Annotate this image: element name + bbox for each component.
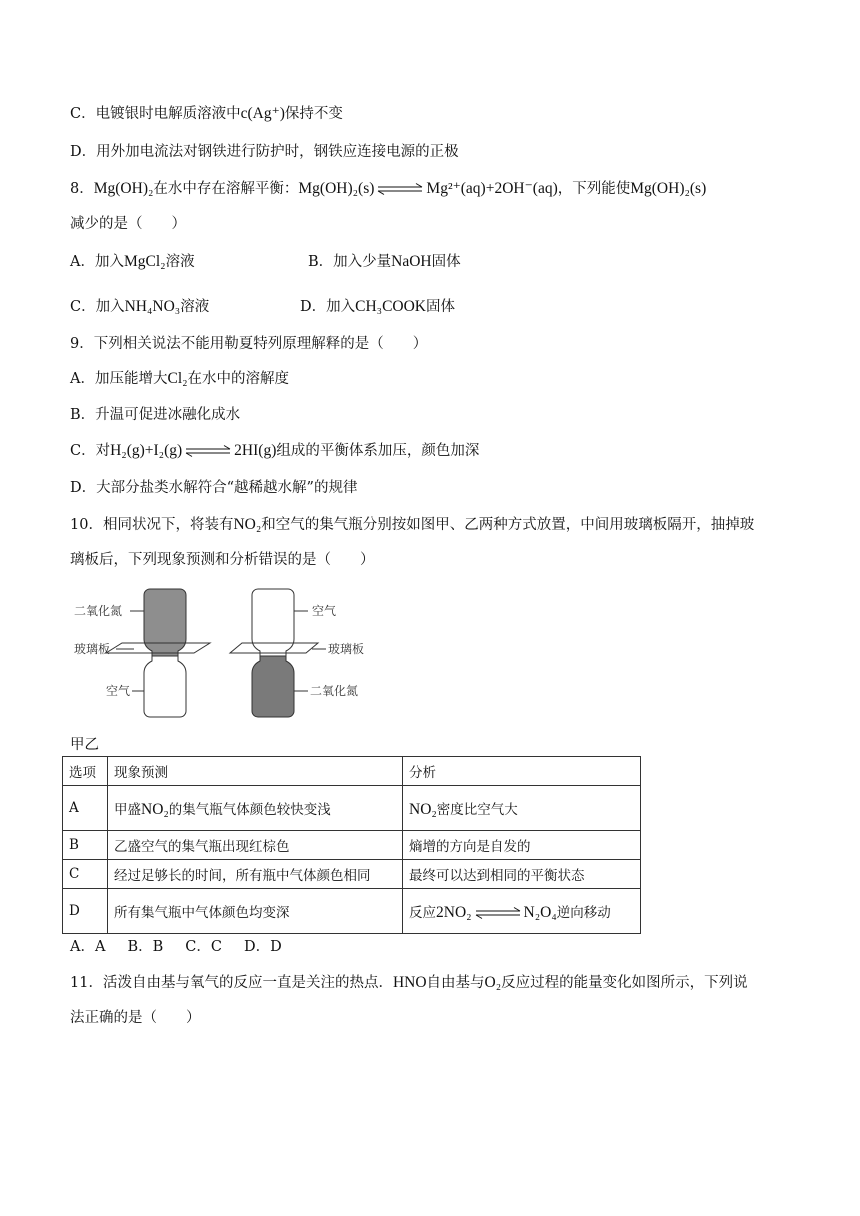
table-row (63, 786, 641, 831)
q7-option-c-text: C．电镀银时电解质溶液中 (70, 106, 241, 122)
q10-answer-options (70, 936, 304, 958)
table-header (63, 757, 641, 786)
equilibrium-arrow-icon (376, 183, 424, 195)
label-air-right: 空气 (312, 604, 337, 618)
equilibrium-arrow-icon (474, 907, 522, 919)
ana-d-post: 逆向移动 (556, 904, 611, 921)
q10-answer-d: D．D (243, 939, 282, 955)
q7-silver-ion-conc: c(Ag⁺) (240, 105, 285, 122)
q9-option-a-tail: 在水中的溶解度 (187, 371, 290, 387)
q8-mgoh2: Mg(OH)₂ (93, 180, 154, 197)
q8-mgoh2-solid: Mg(OH)₂(s) (298, 180, 375, 197)
row-prediction: 经过足够长的时间，所有瓶中气体颜色相同 (108, 860, 403, 889)
label-no2-right: 二氧化氮 (310, 684, 359, 698)
figure-caption: 甲乙 (70, 737, 99, 753)
air-bottle-bottom (144, 656, 186, 717)
q11-o2: O₂ (484, 974, 502, 991)
q8-ch3cook: CH₃COOK (355, 298, 426, 315)
q9-h2-i2: H₂(g)+I₂(g) (110, 442, 183, 459)
q8-option-d (300, 296, 455, 318)
q8-options-cd (70, 296, 455, 318)
ana-d-pre: 反应 (409, 904, 436, 921)
pred-a-post: 的集气瓶气体颜色较快变浅 (168, 801, 331, 818)
row-option: A (63, 786, 108, 831)
q8-option-c: C．加入 (70, 299, 125, 315)
header-option: 选项 (63, 757, 108, 786)
air-bottle-top (252, 589, 294, 656)
ana-d-2no2: 2NO₂ (436, 903, 472, 921)
q8-option-c-tail: 溶液 (180, 299, 210, 315)
pred-a-no2: NO₂ (141, 800, 169, 818)
row-analysis (403, 786, 641, 831)
ana-d-n2o4: N₂O₄ (523, 903, 557, 921)
q8-stem-line1 (70, 178, 706, 200)
label-glass-left: 玻璃板 (74, 642, 111, 656)
q10-table (62, 756, 641, 934)
row-option: B (63, 831, 108, 860)
equilibrium-arrow-icon (184, 445, 232, 457)
row-analysis: 熵增的方向是自发的 (403, 831, 641, 860)
q8-naoh: NaOH (391, 253, 432, 270)
row-prediction (108, 786, 403, 831)
q10-stem-post: 和空气的集气瓶分别按如图甲、乙两种方式放置，中间用玻璃板隔开，抽掉玻 (261, 517, 755, 533)
q9-option-c-text: C．对 (70, 443, 111, 459)
row-prediction: 所有集气瓶中气体颜色均变深 (108, 889, 403, 934)
header-analysis: 分析 (403, 757, 641, 786)
row-option: D (63, 889, 108, 934)
q8-stem-line2: 减少的是（ ） (70, 216, 186, 232)
row-prediction: 乙盛空气的集气瓶出现红棕色 (108, 831, 403, 860)
q9-option-a (70, 368, 289, 390)
q11-stem-line2: 法正确的是（ ） (70, 1010, 201, 1026)
q8-option-a: A．加入 (70, 254, 124, 270)
gas-bottle-figure (70, 585, 390, 730)
q8-option-b-tail: 固体 (431, 254, 461, 270)
q11-stem-pre: 11．活泼自由基与氧气的反应一直是关注的热点． (70, 975, 393, 991)
no2-bottle-bottom (252, 656, 294, 717)
ana-a-post: 密度比空气大 (436, 801, 518, 818)
q8-stem-mid: 在水中存在溶解平衡： (153, 181, 299, 197)
q10-stem-line2: 璃板后，下列现象预测和分析错误的是（ ） (70, 552, 375, 568)
setup-yi (230, 589, 364, 717)
q9-option-c-tail: 组成的平衡体系加压，颜色加深 (276, 443, 480, 459)
q10-stem-line1 (70, 514, 754, 536)
q10-stem-pre: 10．相同状况下，将装有 (70, 517, 234, 533)
q8-ions: Mg²⁺(aq)+2OH⁻(aq) (426, 180, 558, 197)
q9-cl2: Cl₂ (167, 370, 188, 387)
q10-answer-a: A．A (70, 939, 106, 955)
q9-option-b: B．升温可促进冰融化成水 (70, 407, 241, 423)
q8-option-d-tail: 固体 (426, 299, 455, 315)
q8-stem-end: ，下列能使 (557, 181, 631, 197)
q11-stem-post: 反应过程的能量变化如图所示，下列说 (501, 975, 748, 991)
table-row (63, 831, 641, 860)
q8-option-b-text: B．加入少量 (308, 254, 392, 270)
q11-stem-line1 (70, 972, 748, 994)
q8-options-ab (70, 251, 461, 273)
q11-stem-mid: 自由基与 (426, 975, 485, 991)
q8-nh4no3: NH₄NO₃ (124, 298, 181, 315)
setup-jia (74, 589, 210, 717)
header-prediction: 现象预测 (108, 757, 403, 786)
row-analysis (403, 889, 641, 934)
q9-option-d: D．大部分盐类水解符合“越稀越水解”的规律 (70, 480, 358, 496)
row-analysis: 最终可以达到相同的平衡状态 (403, 860, 641, 889)
q9-hi: 2HI(g) (234, 442, 277, 459)
q8-mgoh2-solid-2: Mg(OH)₂(s) (630, 180, 707, 197)
q8-option-b (308, 251, 461, 273)
q8-mgcl2: MgCl₂ (123, 253, 166, 270)
q9-option-a-text: A．加压能增大 (70, 371, 168, 387)
q10-no2: NO₂ (233, 516, 262, 533)
q11-hno: HNO (392, 974, 427, 991)
no2-bottle-top (144, 589, 186, 656)
pred-a-pre: 甲盛 (114, 801, 141, 818)
label-no2-left: 二氧化氮 (74, 604, 123, 618)
ana-a-no2: NO₂ (409, 800, 437, 818)
table-row (63, 860, 641, 889)
q9-option-c (70, 440, 479, 462)
q7-option-c (70, 103, 343, 125)
q8-option-d-text: D．加入 (300, 299, 356, 315)
label-air-left: 空气 (106, 684, 131, 698)
q10-answer-c: C．C (185, 939, 222, 955)
q10-answer-b: B．B (127, 939, 164, 955)
q8-option-a-tail: 溶液 (165, 254, 195, 270)
row-option: C (63, 860, 108, 889)
q7-option-c-tail: 保持不变 (284, 106, 343, 122)
q8-number: 8． (70, 181, 94, 197)
label-glass-right: 玻璃板 (328, 642, 365, 656)
q7-option-d: D．用外加电流法对钢铁进行防护时，钢铁应连接电源的正极 (70, 144, 459, 160)
q9-stem: 9．下列相关说法不能用勒夏特列原理解释的是（ ） (70, 336, 428, 352)
table-row (63, 889, 641, 934)
